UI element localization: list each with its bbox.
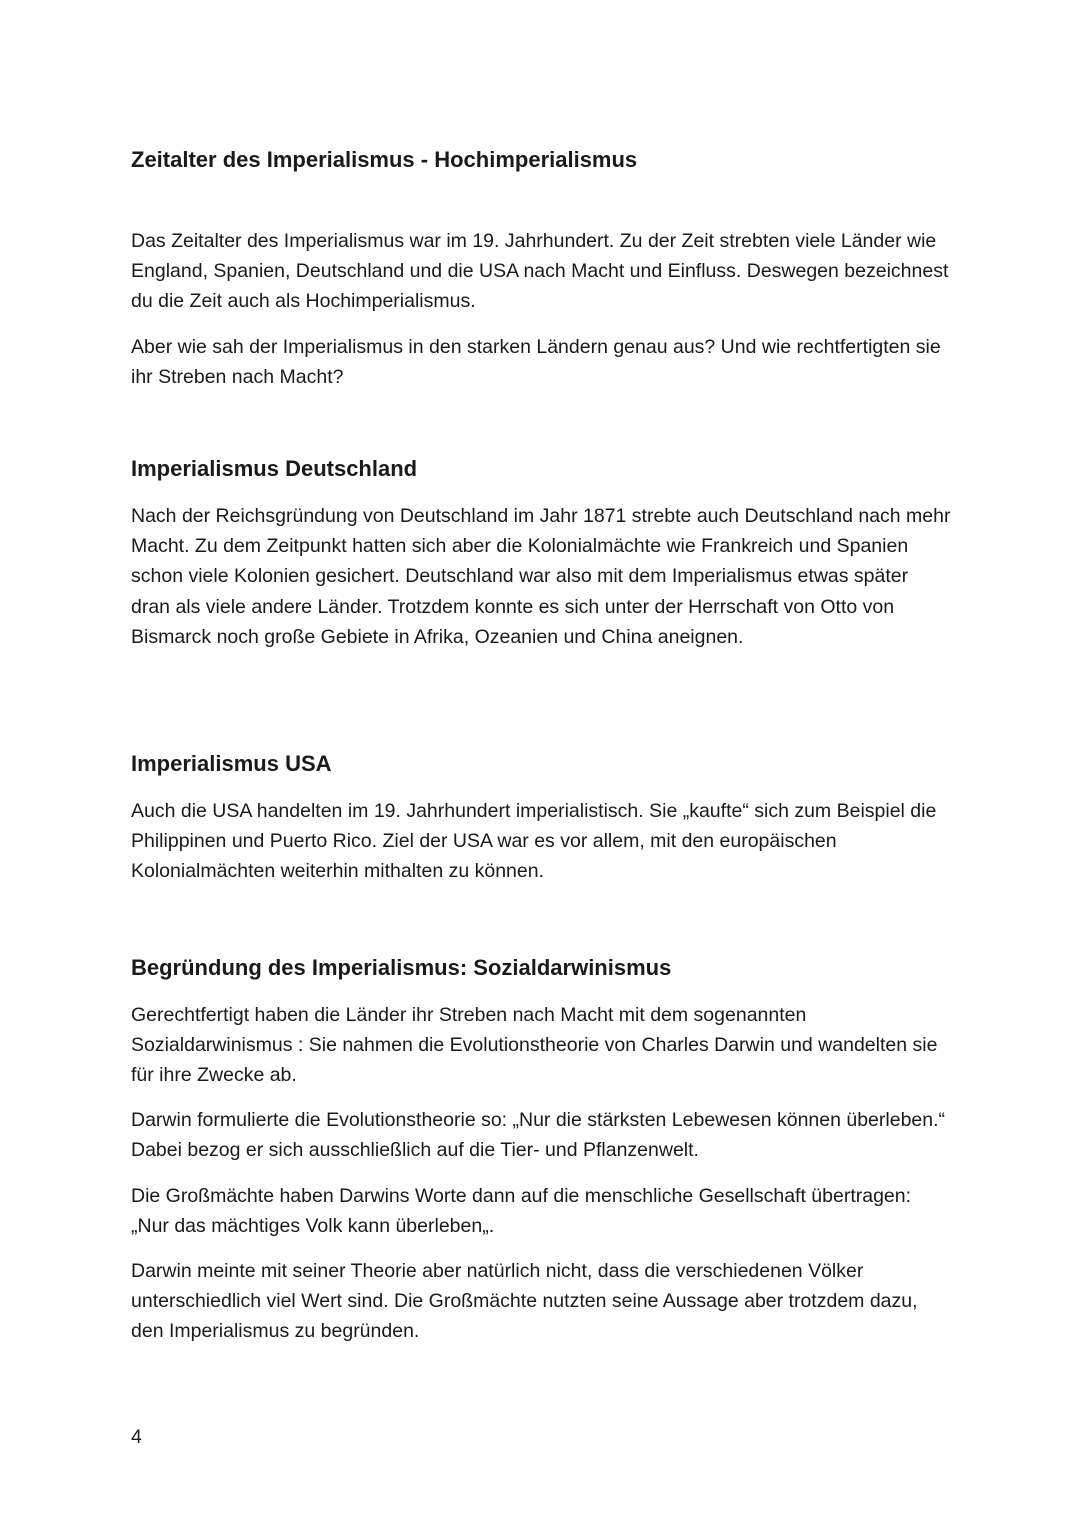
- section-usa-paragraph-1: Auch die USA handelten im 19. Jahrhundert imperialistisch. Sie „kaufte“ sich zum Beispiel die Philippinen und Puerto Rico. Ziel der USA war es vor allem, mit den europäischen Kolonialmächten weiterhin mithalten zu können.: [131, 800, 937, 883]
- intro-paragraph-1: Das Zeitalter des Imperialismus war im 19. Jahrhundert. Zu der Zeit strebten viele Länder wie England, Spanien, Deutschland und die USA nach Macht und Einfluss. Deswegen bezeichnest du die Zeit auch als Hochimperialismus.: [131, 230, 949, 313]
- document-title: Zeitalter des Imperialismus - Hochimperialismus: [131, 147, 638, 172]
- section-heading-sozialdarwinismus: Begründung des Imperialismus: Sozialdarwinismus: [131, 955, 672, 980]
- section-sozialdarwinismus-paragraph-3: Die Großmächte haben Darwins Worte dann auf die menschliche Gesellschaft übertragen: „Nur das mächtiges Volk kann überleben„.: [131, 1185, 912, 1238]
- intro-paragraph-2: Aber wie sah der Imperialismus in den starken Ländern genau aus? Und wie rechtfertigten sie ihr Streben nach Macht?: [131, 336, 941, 389]
- section-heading-deutschland: Imperialismus Deutschland: [131, 456, 418, 481]
- section-sozialdarwinismus-paragraph-1: Gerechtfertigt haben die Länder ihr Streben nach Macht mit dem sogenannten Sozialdarwinismus : Sie nahmen die Evolutionstheorie von Charles Darwin und wandelten sie für ihre Zwecke ab.: [131, 1004, 938, 1087]
- section-heading-usa: Imperialismus USA: [131, 751, 332, 776]
- section-deutschland-paragraph-1: Nach der Reichsgründung von Deutschland im Jahr 1871 strebte auch Deutschland nach mehr Macht. Zu dem Zeitpunkt hatten sich aber die Kolonialmächte wie Frankreich und Spanien schon viele Kolonien gesichert. Deutschland war also mit dem Imperialismus etwas später dran als viele andere Länder. Trotzdem konnte es sich unter der Herrschaft von Otto von Bismarck noch große Gebiete in Afrika, Ozeanien und China aneignen.: [131, 505, 951, 648]
- section-sozialdarwinismus-paragraph-4: Darwin meinte mit seiner Theorie aber natürlich nicht, dass die verschiedenen Völker unterschiedlich viel Wert sind. Die Großmächte nutzten seine Aussage aber trotzdem dazu, den Imperialismus zu begründen.: [131, 1260, 918, 1343]
- section-sozialdarwinismus-paragraph-2: Darwin formulierte die Evolutionstheorie so: „Nur die stärksten Lebewesen können überleben.“ Dabei bezog er sich ausschließlich auf die Tier- und Pflanzenwelt.: [131, 1109, 946, 1162]
- page-number: 4: [131, 1426, 142, 1448]
